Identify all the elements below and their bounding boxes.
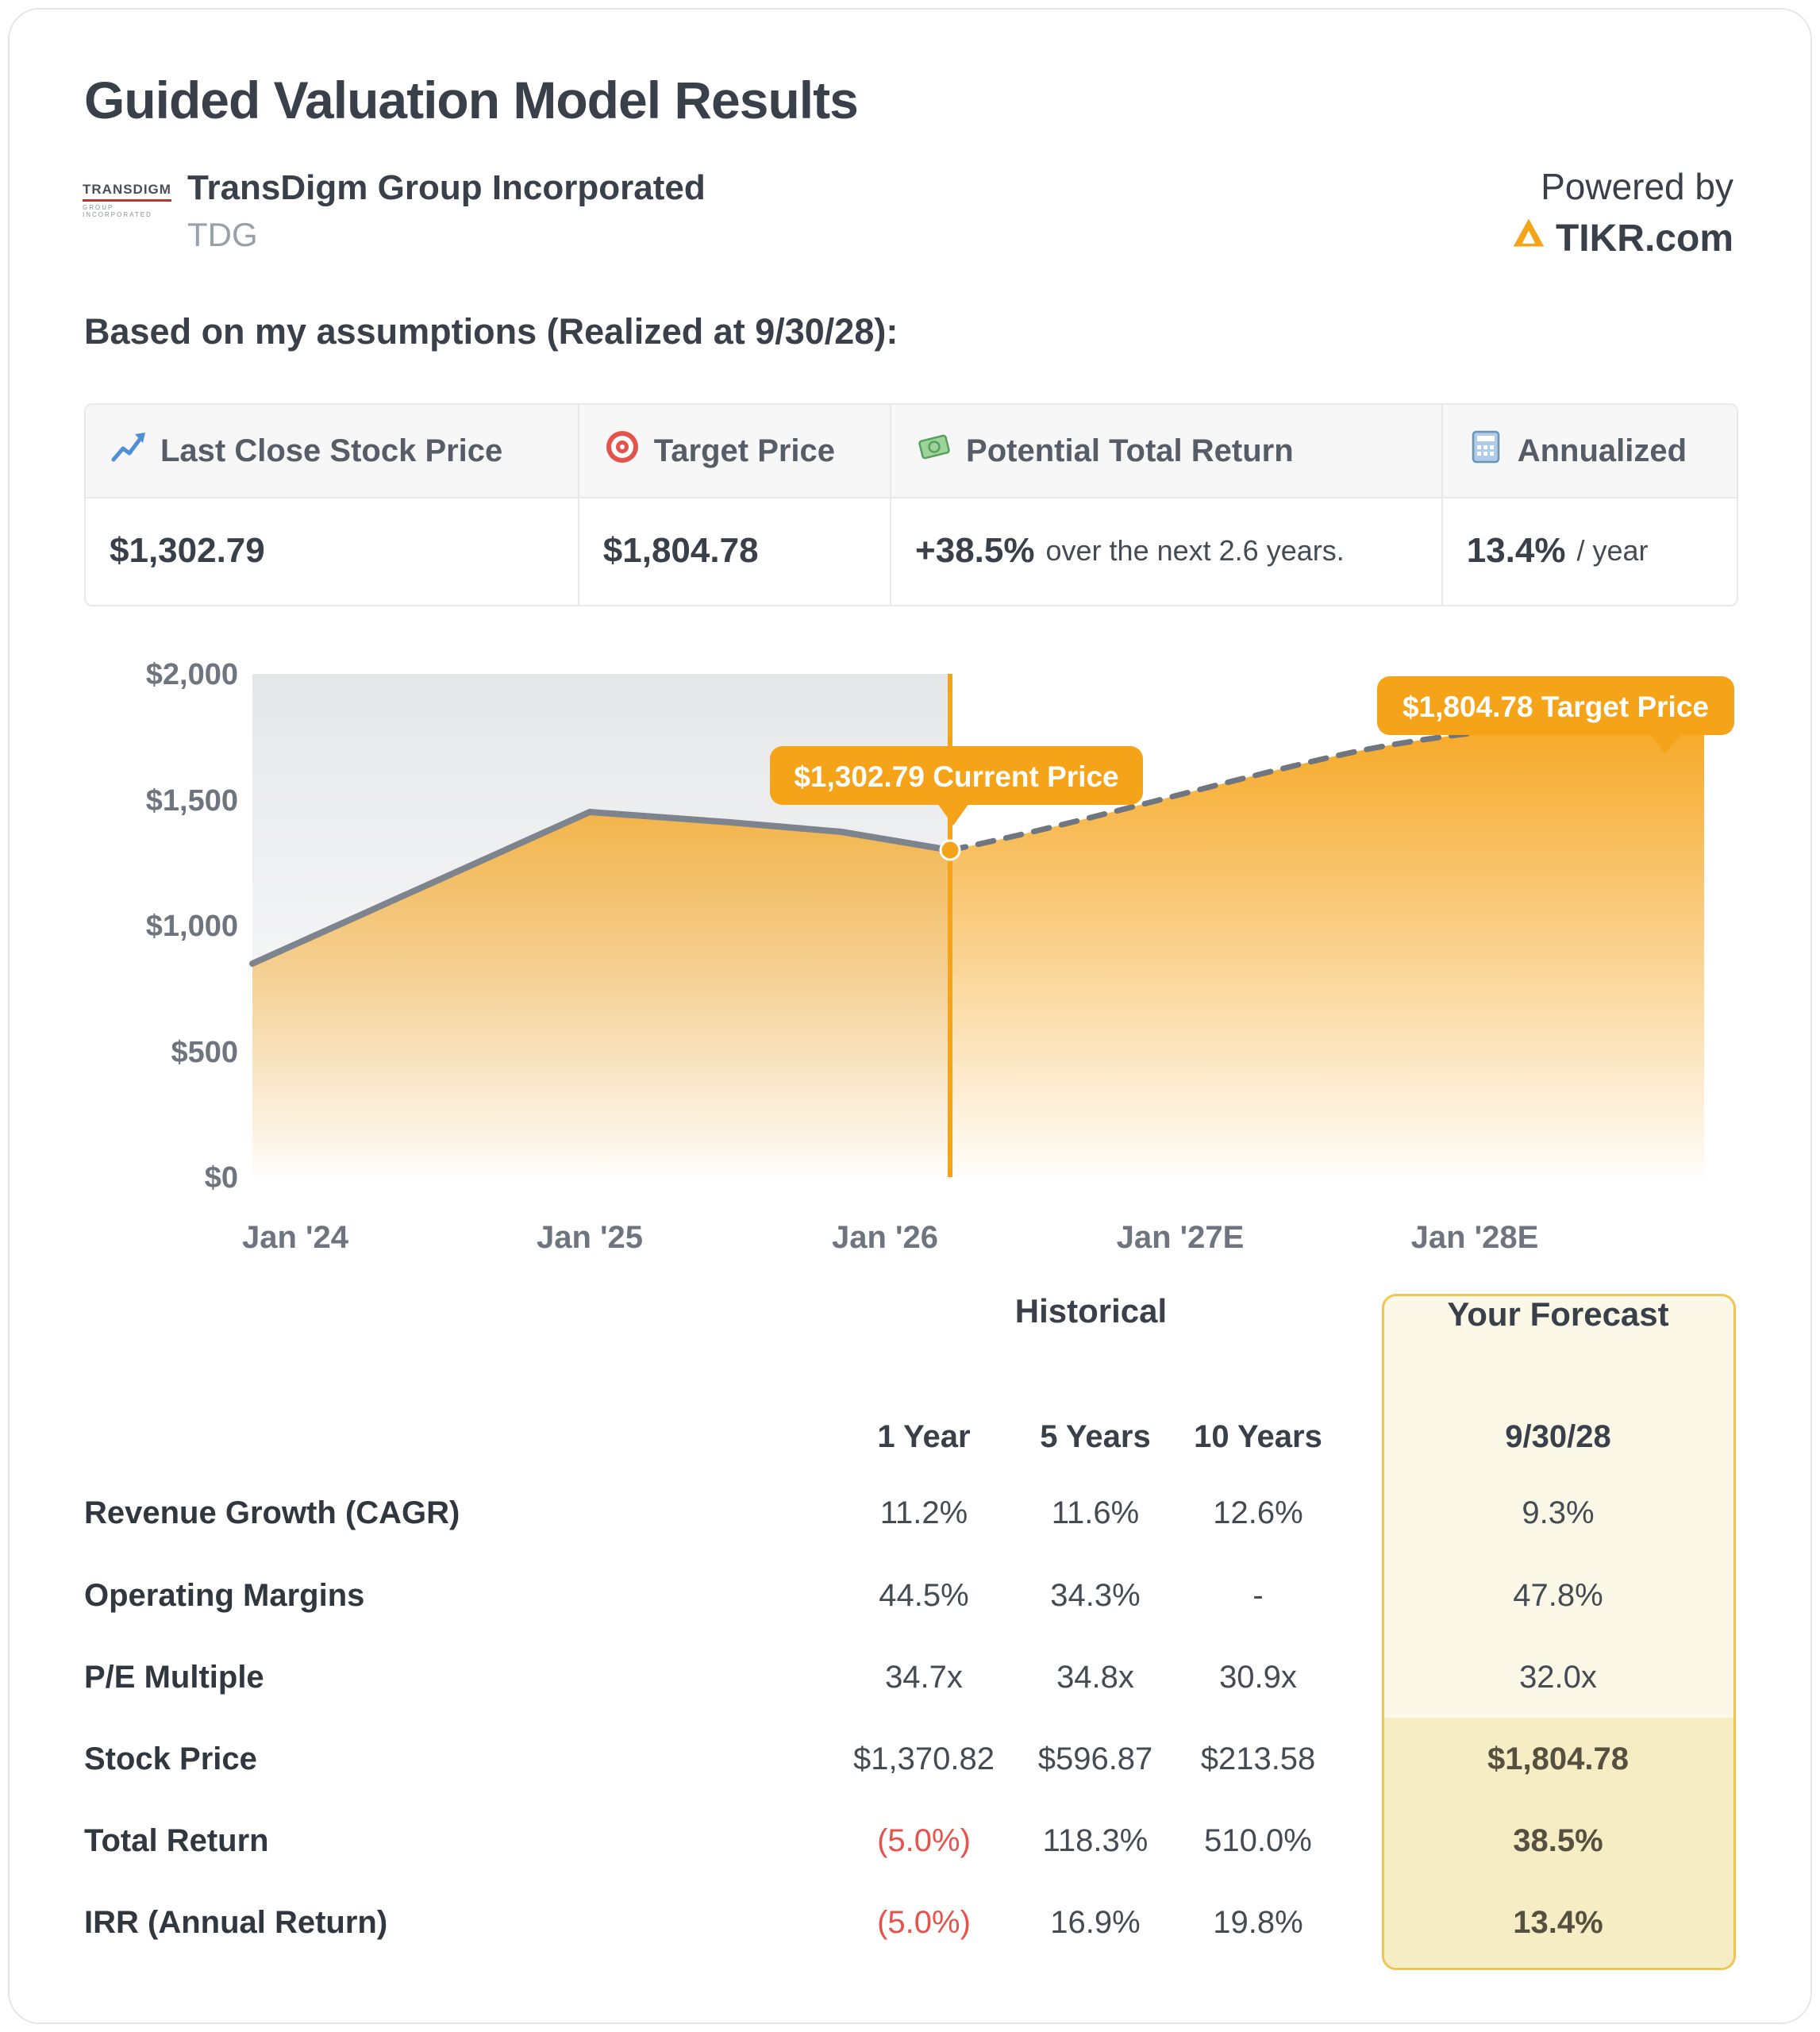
col-header-forecast-date: 9/30/28 bbox=[1505, 1419, 1611, 1454]
summary-label: Last Close Stock Price bbox=[160, 433, 503, 468]
cell-5y: 34.3% bbox=[1050, 1578, 1141, 1613]
summary-label: Target Price bbox=[653, 433, 836, 468]
y-axis-label: $1,000 bbox=[145, 910, 238, 943]
price-chart bbox=[0, 627, 1820, 1278]
assumptions-heading: Based on my assumptions (Realized at 9/30/28): bbox=[84, 311, 898, 352]
cell-5y: 34.8x bbox=[1056, 1660, 1134, 1695]
company-logo-text: TRANSDIGM bbox=[83, 182, 171, 202]
cell-forecast: 47.8% bbox=[1513, 1578, 1603, 1613]
table-header-row bbox=[0, 1395, 1820, 1478]
annualized-value: 13.4% bbox=[1466, 531, 1566, 570]
calculator-icon bbox=[1467, 428, 1505, 474]
cell-1y: (5.0%) bbox=[877, 1823, 971, 1858]
table-row bbox=[0, 1554, 1820, 1637]
tikr-brand[interactable] bbox=[1511, 216, 1733, 260]
cell-forecast: 9.3% bbox=[1522, 1495, 1595, 1530]
money-icon bbox=[915, 428, 953, 474]
chart-increasing-icon bbox=[110, 428, 148, 474]
powered-by-label: Powered by bbox=[1541, 166, 1733, 207]
cell-10y: $213.58 bbox=[1200, 1741, 1316, 1776]
summary-col-last-close bbox=[86, 405, 579, 605]
row-label: IRR (Annual Return) bbox=[84, 1905, 388, 1940]
cell-1y: 11.2% bbox=[879, 1495, 968, 1530]
row-label: P/E Multiple bbox=[84, 1660, 264, 1695]
last-close-value: $1,302.79 bbox=[110, 531, 265, 570]
row-label: Stock Price bbox=[84, 1741, 257, 1776]
summary-table bbox=[84, 403, 1738, 606]
forecast-group-header: Your Forecast bbox=[1447, 1295, 1669, 1333]
company-ticker: TDG bbox=[187, 216, 258, 253]
historical-group-header: Historical bbox=[1014, 1292, 1168, 1330]
cell-1y: $1,370.82 bbox=[853, 1741, 995, 1776]
cell-forecast: 38.5% bbox=[1513, 1823, 1603, 1858]
tikr-flame-icon bbox=[1511, 216, 1546, 260]
total-return-suffix: over the next 2.6 years. bbox=[1045, 534, 1345, 567]
col-header-1y: 1 Year bbox=[877, 1419, 971, 1454]
summary-label: Potential Total Return bbox=[966, 433, 1294, 468]
table-row bbox=[0, 1472, 1820, 1554]
cell-10y: 12.6% bbox=[1213, 1495, 1303, 1530]
company-logo bbox=[83, 182, 171, 242]
cell-1y: 34.7x bbox=[885, 1660, 963, 1695]
cell-1y: 44.5% bbox=[879, 1578, 969, 1613]
y-axis-label: $1,500 bbox=[145, 784, 238, 818]
table-row bbox=[0, 1636, 1820, 1718]
x-axis-label: Jan '26 bbox=[831, 1220, 939, 1255]
table-row bbox=[0, 1881, 1820, 1964]
row-label: Operating Margins bbox=[84, 1578, 365, 1613]
x-axis-label: Jan '25 bbox=[536, 1220, 644, 1255]
cell-forecast: $1,804.78 bbox=[1487, 1741, 1629, 1776]
table-row bbox=[0, 1718, 1820, 1800]
x-axis-label: Jan '28E bbox=[1410, 1220, 1539, 1255]
annualized-suffix: / year bbox=[1576, 534, 1649, 567]
cell-5y: $596.87 bbox=[1037, 1741, 1153, 1776]
row-label: Revenue Growth (CAGR) bbox=[84, 1495, 460, 1530]
summary-col-total-return bbox=[891, 405, 1443, 605]
row-label: Total Return bbox=[84, 1823, 269, 1858]
cell-forecast: 13.4% bbox=[1513, 1905, 1603, 1940]
company-name: TransDigm Group Incorporated bbox=[187, 168, 706, 207]
target-price-value: $1,804.78 bbox=[602, 531, 759, 570]
summary-col-annualized bbox=[1443, 405, 1737, 605]
target-price-label: $1,804.78 Target Price bbox=[1402, 691, 1710, 723]
cell-5y: 118.3% bbox=[1042, 1823, 1149, 1858]
tikr-brand-text: TIKR.com bbox=[1555, 217, 1733, 260]
cell-5y: 16.9% bbox=[1050, 1905, 1141, 1940]
company-logo-subtext: GROUP INCORPORATED bbox=[83, 204, 152, 218]
page-title: Guided Valuation Model Results bbox=[84, 71, 858, 129]
y-axis-label: $500 bbox=[171, 1036, 238, 1069]
current-price-dot bbox=[941, 841, 960, 860]
table-row bbox=[0, 1799, 1820, 1882]
current-price-label: $1,302.79 Current Price bbox=[794, 760, 1119, 793]
cell-forecast: 32.0x bbox=[1519, 1660, 1597, 1695]
cell-10y: 510.0% bbox=[1204, 1823, 1312, 1858]
y-axis-label: $2,000 bbox=[145, 658, 238, 691]
x-axis-label: Jan '27E bbox=[1116, 1220, 1245, 1255]
target-icon bbox=[603, 428, 641, 474]
cell-10y: - bbox=[1252, 1578, 1264, 1613]
summary-col-target-price bbox=[579, 405, 891, 605]
summary-label: Annualized bbox=[1517, 433, 1687, 468]
cell-5y: 11.6% bbox=[1051, 1495, 1140, 1530]
y-axis-label: $0 bbox=[204, 1161, 238, 1195]
total-return-value: +38.5% bbox=[915, 531, 1035, 570]
cell-10y: 19.8% bbox=[1213, 1905, 1303, 1940]
cell-1y: (5.0%) bbox=[877, 1905, 971, 1940]
x-axis-label: Jan '24 bbox=[241, 1220, 349, 1255]
cell-10y: 30.9x bbox=[1219, 1660, 1297, 1695]
col-header-10y: 10 Years bbox=[1194, 1419, 1322, 1454]
col-header-5y: 5 Years bbox=[1040, 1419, 1151, 1454]
